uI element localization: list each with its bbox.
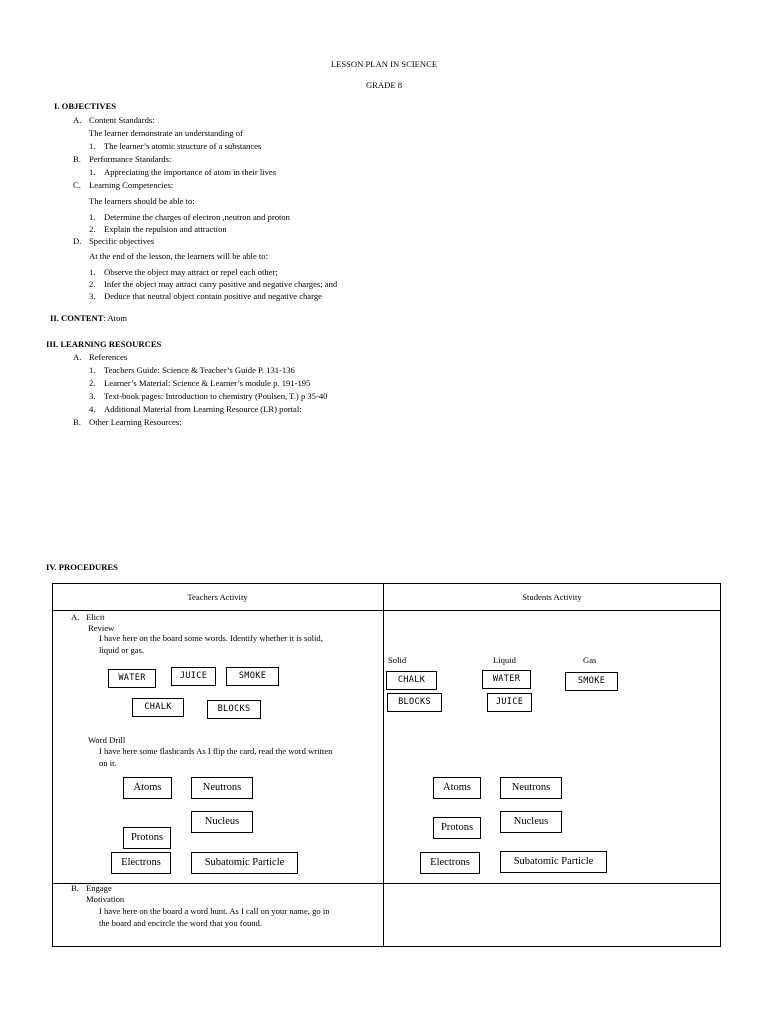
specific-objectives-item3: Deduce that neutral object contain positive and negative charge bbox=[104, 291, 322, 301]
document-title: LESSON PLAN IN SCIENCE bbox=[330, 59, 438, 69]
table-border-top bbox=[52, 583, 721, 584]
reference-item4-num: 4. bbox=[89, 404, 96, 414]
specific-objectives-item3-num: 3. bbox=[89, 291, 96, 301]
review-title: Review bbox=[88, 623, 115, 633]
specific-objectives-title: Specific objectives bbox=[89, 236, 155, 246]
content-heading: II. CONTENT bbox=[50, 313, 104, 323]
reference-item1-num: 1. bbox=[89, 365, 96, 375]
word-card-water: WATER bbox=[108, 669, 156, 688]
table-column-divider bbox=[383, 583, 384, 947]
word-card-blocks: BLOCKS bbox=[207, 700, 261, 719]
specific-objectives-text: At the end of the lesson, the learners will be able to: bbox=[89, 251, 268, 261]
objectives-b-label: B. bbox=[73, 154, 81, 164]
specific-objectives-item1: Observe the object may attract or repel each other; bbox=[104, 267, 278, 277]
student-flashcard-protons: Protons bbox=[433, 817, 481, 839]
grade-label: GRADE 8 bbox=[365, 80, 403, 90]
objectives-c-label: C. bbox=[73, 180, 81, 190]
table-row-divider bbox=[52, 883, 721, 884]
content-standards-text: The learner demonstrate an understanding of bbox=[89, 128, 243, 138]
motivation-title: Motivation bbox=[86, 894, 125, 904]
performance-standards-item1-num: 1. bbox=[89, 167, 96, 177]
learning-competencies-item2: Explain the repulsion and attraction bbox=[104, 224, 227, 234]
resources-a-label: A. bbox=[73, 352, 82, 362]
reference-item1: Teachers Guide: Science & Teacher’s Guide P. 131-136 bbox=[104, 365, 295, 375]
student-word-smoke: SMOKE bbox=[565, 672, 618, 691]
table-header-divider bbox=[52, 610, 721, 611]
student-flashcard-neutrons: Neutrons bbox=[500, 777, 562, 799]
reference-item2: Learner’s Material: Science & Learner’s module p. 191-195 bbox=[104, 378, 311, 388]
content-section bbox=[50, 314, 127, 323]
specific-objectives-item2: Infer the object may attract carry positive and negative charges; and bbox=[104, 279, 338, 289]
other-resources-title: Other Learning Resources: bbox=[89, 417, 182, 427]
specific-objectives-item2-num: 2. bbox=[89, 279, 96, 289]
table-border-left bbox=[52, 583, 53, 947]
motivation-text-line1: I have here on the board a word hunt. As I call on your name, go in bbox=[99, 906, 330, 916]
engage-label: B. bbox=[71, 883, 79, 893]
word-card-smoke: SMOKE bbox=[226, 667, 279, 686]
performance-standards-item1: Appreciating the importance of atom in their lives bbox=[104, 167, 277, 177]
objectives-heading: I. OBJECTIVES bbox=[54, 101, 117, 111]
learning-competencies-item2-num: 2. bbox=[89, 224, 96, 234]
performance-standards-title: Performance Standards: bbox=[89, 154, 172, 164]
learning-resources-heading: III. LEARNING RESOURCES bbox=[46, 339, 162, 349]
reference-item4: Additional Material from Learning Resource (LR) portal: bbox=[104, 404, 302, 414]
reference-item3: Text-book pages: Introduction to chemistry (Poulsen, T.) p 35-40 bbox=[104, 391, 328, 401]
flashcard-protons: Protons bbox=[123, 827, 171, 849]
student-flashcard-subatomic-particle: Subatomic Particle bbox=[500, 851, 607, 873]
content-standards-title: Content Standards: bbox=[89, 115, 155, 125]
teachers-activity-header: Teachers Activity bbox=[187, 592, 248, 602]
solid-header: Solid bbox=[388, 655, 407, 665]
table-border-bottom bbox=[52, 946, 721, 947]
student-word-blocks: BLOCKS bbox=[387, 693, 442, 712]
flashcard-nucleus: Nucleus bbox=[191, 811, 253, 833]
specific-objectives-item1-num: 1. bbox=[89, 267, 96, 277]
flashcard-atoms: Atoms bbox=[123, 777, 172, 799]
learning-competencies-text: The learners should be able to: bbox=[89, 196, 195, 206]
content-standards-item1-num: 1. bbox=[89, 141, 96, 151]
objectives-d-label: D. bbox=[73, 236, 82, 246]
student-word-juice: JUICE bbox=[487, 693, 532, 712]
elicit-label: A. bbox=[71, 612, 80, 622]
word-card-chalk: CHALK bbox=[132, 698, 184, 717]
resources-b-label: B. bbox=[73, 417, 81, 427]
student-flashcard-electrons: Electrons bbox=[420, 852, 480, 874]
review-text-line1: I have here on the board some words. Identify whether it is solid, bbox=[99, 633, 323, 643]
reference-item3-num: 3. bbox=[89, 391, 96, 401]
word-drill-text-line1: I have here some flashcards As I flip the card, read the word written bbox=[99, 746, 333, 756]
student-word-chalk: CHALK bbox=[386, 671, 437, 690]
flashcard-neutrons: Neutrons bbox=[191, 777, 253, 799]
procedures-heading: IV. PROCEDURES bbox=[46, 562, 118, 572]
students-activity-header: Students Activity bbox=[522, 592, 582, 602]
learning-competencies-title: Learning Competencies: bbox=[89, 180, 174, 190]
flashcard-subatomic-particle: Subatomic Particle bbox=[191, 852, 298, 874]
liquid-header: Liquid bbox=[493, 655, 516, 665]
flashcard-electrons: Electrons bbox=[111, 852, 171, 874]
word-drill-title: Word Drill bbox=[88, 735, 126, 745]
elicit-title: Elicit bbox=[86, 612, 105, 622]
reference-item2-num: 2. bbox=[89, 378, 96, 388]
gas-header: Gas bbox=[583, 655, 597, 665]
student-flashcard-atoms: Atoms bbox=[433, 777, 481, 799]
motivation-text-line2: the board and encircle the word that you found. bbox=[99, 918, 262, 928]
references-title: References bbox=[89, 352, 128, 362]
content-value: : Atom bbox=[103, 313, 128, 323]
content-standards-item1: The learner’s atomic structure of a substances bbox=[104, 141, 262, 151]
engage-title: Engage bbox=[86, 883, 112, 893]
objectives-a-label: A. bbox=[73, 115, 82, 125]
student-word-water: WATER bbox=[482, 670, 531, 689]
student-flashcard-nucleus: Nucleus bbox=[500, 811, 562, 833]
review-text-line2: liquid or gas. bbox=[99, 645, 145, 655]
learning-competencies-item1: Determine the charges of electron ,neutron and proton bbox=[104, 212, 290, 222]
word-card-juice: JUICE bbox=[171, 667, 216, 686]
learning-competencies-item1-num: 1. bbox=[89, 212, 96, 222]
word-drill-text-line2: on it. bbox=[99, 758, 117, 768]
table-border-right bbox=[720, 583, 721, 947]
